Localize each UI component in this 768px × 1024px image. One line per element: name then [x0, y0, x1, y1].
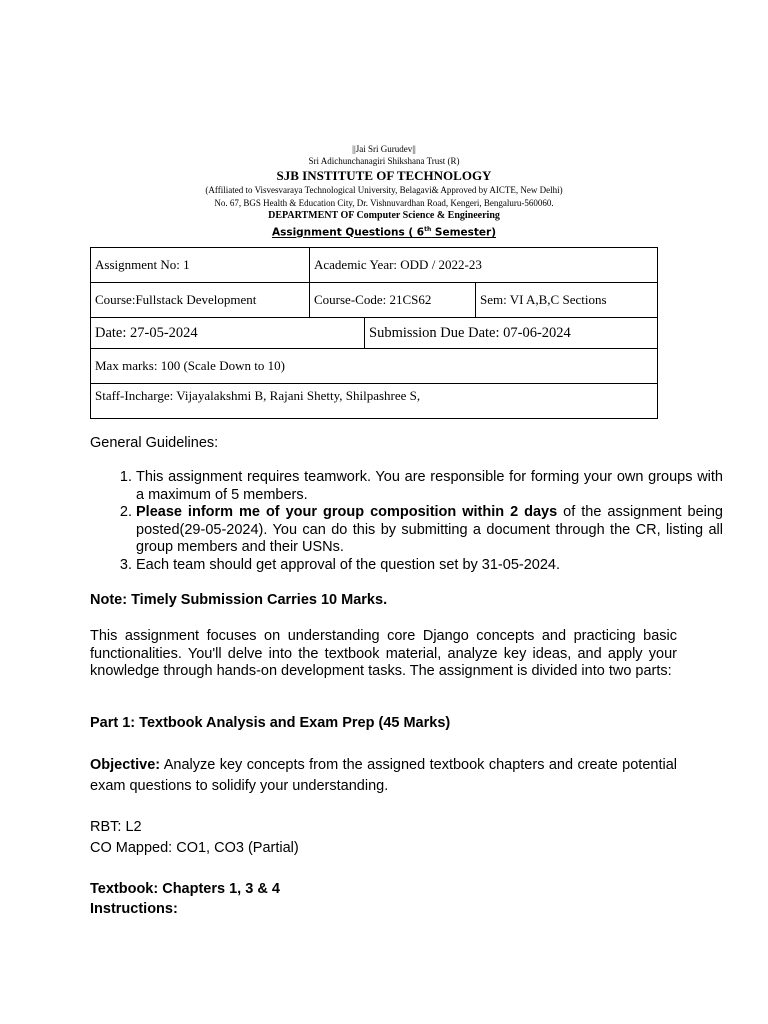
guideline-item: 3. Each team should get approval of the question set by 31-05-2024.	[136, 557, 723, 575]
guidelines-heading: General Guidelines:	[90, 435, 219, 451]
course-code-cell: Course-Code: 21CS62	[310, 283, 476, 318]
guidelines-list	[90, 469, 723, 574]
institute-name: SJB INSTITUTE OF TECHNOLOGY	[276, 168, 492, 183]
motto: ||Jai Sri Gurudev||	[352, 144, 416, 154]
trust-name: Sri Adichunchanagiri Shikshana Trust (R)	[308, 156, 460, 166]
guideline-item: 1. This assignment requires teamwork. You are responsible for forming your own groups with a maximum of 5 members.	[136, 469, 723, 504]
part1-co-mapped: CO Mapped: CO1, CO3 (Partial)	[90, 840, 299, 856]
part1-textbook: Textbook: Chapters 1, 3 & 4	[90, 881, 280, 897]
course-cell: Course:Fullstack Development	[91, 283, 310, 318]
part1-heading: Part 1: Textbook Analysis and Exam Prep (45 Marks)	[90, 715, 451, 731]
academic-year-cell: Academic Year: ODD / 2022-23	[310, 248, 658, 283]
assignment-title: Assignment Questions ( 6th Semester)	[271, 226, 497, 239]
staff-cell: Staff-Incharge: Vijayalakshmi B, Rajani Shetty, Shilpashree S,	[91, 384, 658, 419]
assignment-no-cell: Assignment No: 1	[91, 248, 310, 283]
part1-rbt: RBT: L2	[90, 819, 142, 835]
department: DEPARTMENT OF Computer Science & Engineering	[268, 210, 500, 221]
address: No. 67, BGS Health & Education City, Dr. Vishnuvardhan Road, Kengeri, Bengaluru-560060.	[214, 198, 554, 208]
guideline-item: 2. Please inform me of your group composition within 2 days of the assignment being posted(29-05-2024). You can do this by submitting a document through the CR, listing all group members and their USNs.	[136, 504, 723, 557]
part1-objective: Objective: Analyze key concepts from the assigned textbook chapters and create potential exam questions to solidify your understanding.	[90, 757, 677, 794]
max-marks-cell: Max marks: 100 (Scale Down to 10)	[91, 349, 658, 384]
intro-paragraph: This assignment focuses on understanding core Django concepts and practicing basic functionalities. You'll delve into the textbook material, analyze key ideas, and apply your knowledge through hands-on development tasks. The assignment is divided into two parts:	[90, 628, 677, 679]
part1-instructions: Instructions:	[90, 901, 178, 917]
due-date-cell: Submission Due Date: 07-06-2024	[365, 318, 658, 349]
sem-cell: Sem: VI A,B,C Sections	[476, 283, 658, 318]
assignment-info-table	[90, 247, 658, 419]
affiliation: (Affiliated to Visvesvaraya Technological University, Belagavi& Approved by AICTE, New Delhi)	[205, 185, 563, 195]
date-cell: Date: 27-05-2024	[91, 318, 365, 349]
note: Note: Timely Submission Carries 10 Marks.	[90, 592, 388, 608]
